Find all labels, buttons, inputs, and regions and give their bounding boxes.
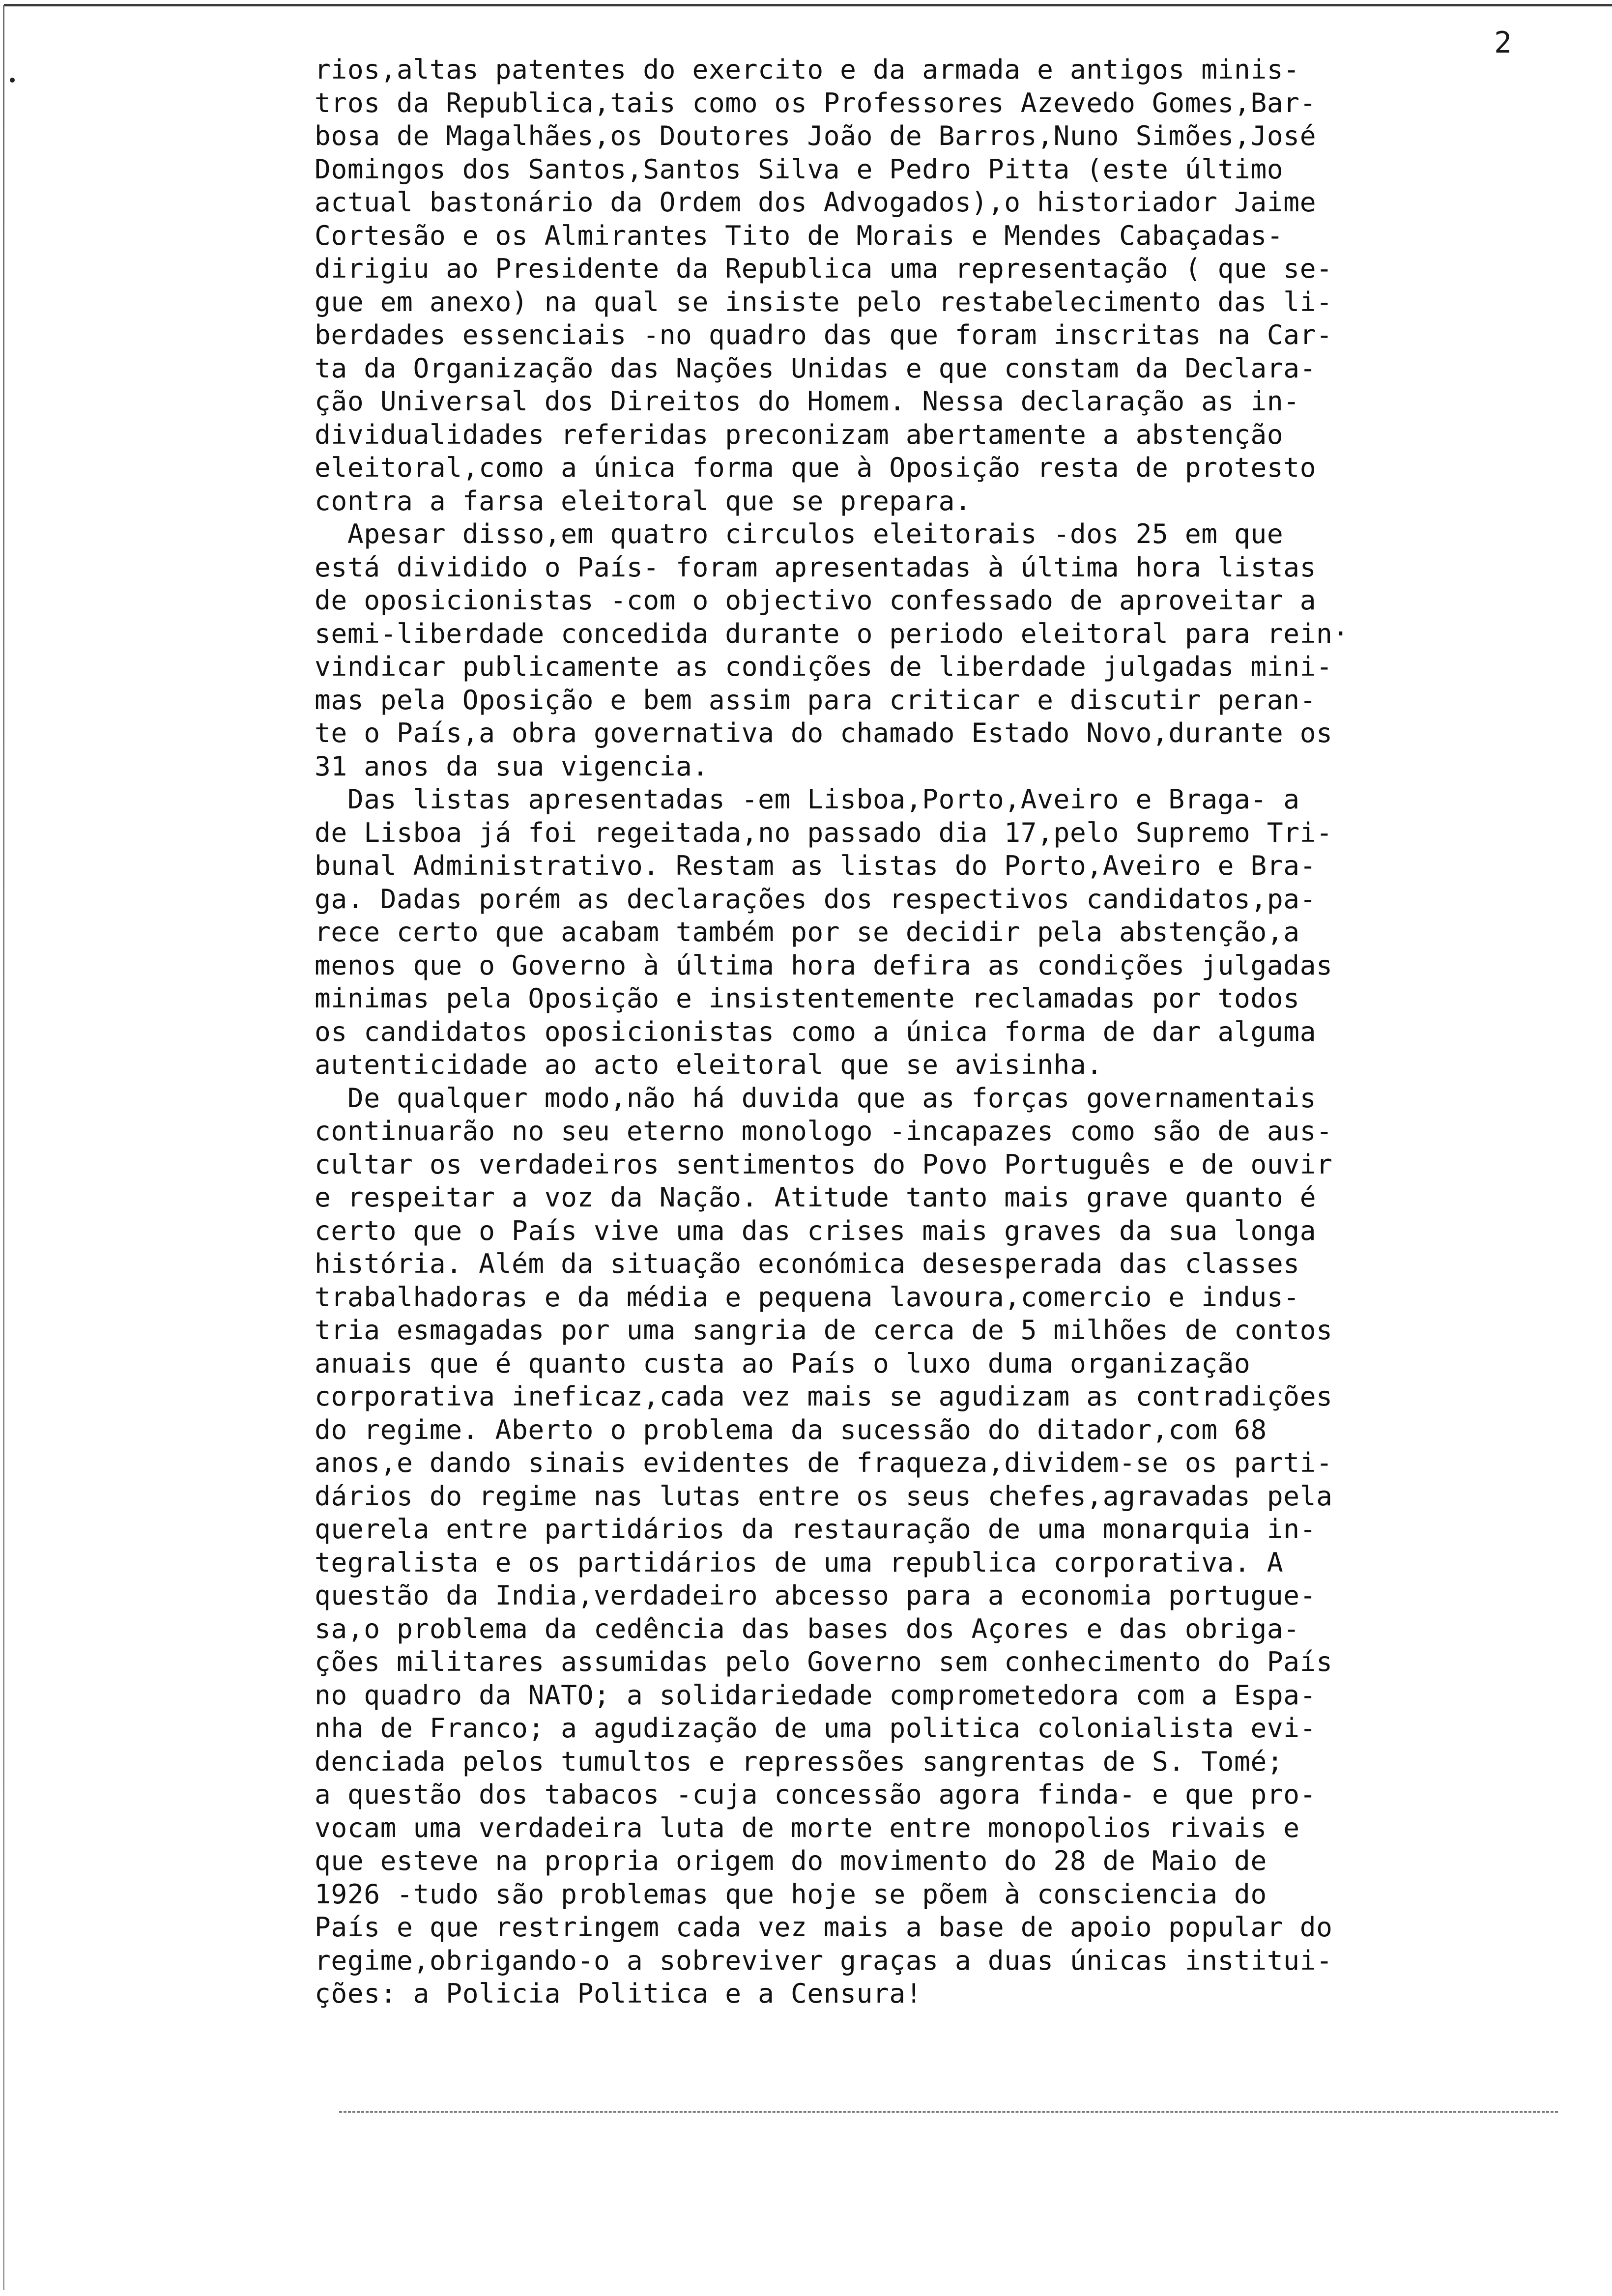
text-line: de Lisboa já foi regeitada,no passado dia 17,pelo Supremo Tri- — [315, 816, 1333, 848]
text-line: De qualquer modo,não há duvida que as forças governamentais — [315, 1082, 1317, 1114]
text-line: continuarão no seu eterno monologo -incapazes como são de aus- — [315, 1115, 1333, 1147]
text-line: te o País,a obra governativa do chamado Estado Novo,durante os — [315, 717, 1333, 748]
text-line: tros da Republica,tais como os Professores Azevedo Gomes,Bar- — [315, 86, 1317, 118]
text-line: 31 anos da sua vigencia. — [315, 750, 709, 782]
text-line: autenticidade ao acto eleitoral que se avisinha. — [315, 1049, 1103, 1080]
body-text — [315, 53, 1602, 2010]
text-line: ção Universal dos Direitos do Homem. Nessa declaração as in- — [315, 385, 1300, 417]
text-line: e respeitar a voz da Nação. Atitude tanto mais grave quanto é — [315, 1181, 1317, 1213]
text-line: rios,altas patentes do exercito e da armada e antigos minis- — [315, 54, 1300, 85]
text-line: menos que o Governo à última hora defira as condições julgadas — [315, 949, 1333, 981]
text-line: actual bastonário da Ordem dos Advogados),o historiador Jaime — [315, 186, 1317, 218]
text-line: anuais que é quanto custa ao País o luxo duma organização — [315, 1347, 1251, 1379]
text-line: ções: a Policia Politica e a Censura! — [315, 1978, 922, 2009]
text-line: bosa de Magalhães,os Doutores João de Barros,Nuno Simões,José — [315, 120, 1317, 151]
text-line: minimas pela Oposição e insistentemente reclamadas por todos — [315, 982, 1300, 1014]
text-line: ga. Dadas porém as declarações dos respectivos candidatos,pa- — [315, 883, 1317, 915]
text-line: de oposicionistas -com o objectivo confessado de aproveitar a — [315, 584, 1317, 616]
text-line: história. Além da situação económica desesperada das classes — [315, 1248, 1300, 1279]
text-line: querela entre partidários da restauração de uma monarquia in- — [315, 1513, 1317, 1545]
text-line: os candidatos oposicionistas como a única forma de dar alguma — [315, 1015, 1317, 1047]
top-border-line — [4, 4, 1612, 6]
text-line: que esteve na propria origem do movimento do 28 de Maio de — [315, 1845, 1267, 1876]
text-line: do regime. Aberto o problema da sucessão do ditador,com 68 — [315, 1413, 1267, 1445]
text-line: Apesar disso,em quatro circulos eleitorais -dos 25 em que — [315, 518, 1284, 549]
margin-mark — [10, 78, 15, 83]
text-line: certo que o País vive uma das crises mais graves da sua longa — [315, 1214, 1317, 1246]
text-line: ta da Organização das Nações Unidas e que constam da Declara- — [315, 352, 1317, 384]
text-line: cultar os verdadeiros sentimentos do Povo Português e de ouvir — [315, 1148, 1333, 1180]
text-line: dirigiu ao Presidente da Republica uma representação ( que se- — [315, 253, 1333, 284]
text-line: a questão dos tabacos -cuja concessão agora finda- e que pro- — [315, 1779, 1317, 1810]
text-line: sa,o problema da cedência das bases dos Açores e das obriga- — [315, 1612, 1300, 1644]
text-line: ções militares assumidas pelo Governo sem conhecimento do País — [315, 1646, 1333, 1677]
text-line: questão da India,verdadeiro abcesso para a economia portugue- — [315, 1579, 1317, 1611]
text-line: berdades essenciais -no quadro das que foram inscritas na Car- — [315, 319, 1333, 350]
text-line: gue em anexo) na qual se insiste pelo restabelecimento das li- — [315, 286, 1333, 317]
text-line: está dividido o País- foram apresentadas à última hora listas — [315, 551, 1317, 583]
text-line: eleitoral,como a única forma que à Oposição resta de protesto — [315, 452, 1317, 483]
text-line: rece certo que acabam também por se decidir pela abstenção,a — [315, 916, 1300, 947]
text-line: tria esmagadas por uma sangria de cerca de 5 milhões de contos — [315, 1314, 1333, 1346]
left-page-edge — [3, 5, 4, 2290]
text-line: contra a farsa eleitoral que se prepara. — [315, 485, 972, 517]
text-line: trabalhadoras e da média e pequena lavoura,comercio e indus- — [315, 1281, 1300, 1313]
text-line: denciada pelos tumultos e repressões sangrentas de S. Tomé; — [315, 1745, 1284, 1777]
text-line: tegralista e os partidários de uma republica corporativa. A — [315, 1546, 1284, 1578]
text-line: Domingos dos Santos,Santos Silva e Pedro Pitta (este último — [315, 153, 1284, 185]
text-line: corporativa ineficaz,cada vez mais se agudizam as contradições — [315, 1380, 1333, 1412]
text-line: regime,obrigando-o a sobreviver graças a duas únicas institui- — [315, 1944, 1333, 1976]
text-line: dividualidades referidas preconizam abertamente a abstenção — [315, 418, 1284, 450]
text-line: no quadro da NATO; a solidariedade comprometedora com a Espa- — [315, 1679, 1317, 1711]
text-line: mas pela Oposição e bem assim para criticar e discutir peran- — [315, 684, 1317, 716]
bottom-rule-line — [339, 2111, 1558, 2113]
text-line: bunal Administrativo. Restam as listas do Porto,Aveiro e Bra- — [315, 850, 1317, 881]
text-line: anos,e dando sinais evidentes de fraqueza,dividem-se os parti- — [315, 1447, 1333, 1478]
text-line: dários do regime nas lutas entre os seus chefes,agravadas pela — [315, 1480, 1333, 1512]
text-line: País e que restringem cada vez mais a base de apoio popular do — [315, 1911, 1333, 1943]
text-line: 1926 -tudo são problemas que hoje se põem à consciencia do — [315, 1878, 1267, 1910]
text-line: vindicar publicamente as condições de liberdade julgadas mini- — [315, 651, 1333, 682]
text-line: vocam uma verdadeira luta de morte entre monopolios rivais e — [315, 1811, 1300, 1843]
text-line: semi-liberdade concedida durante o periodo eleitoral para rein· — [315, 617, 1349, 649]
page-number: 2 — [1494, 26, 1512, 60]
text-line: nha de Franco; a agudização de uma politica colonialista evi- — [315, 1712, 1317, 1744]
text-line: Cortesão e os Almirantes Tito de Morais e Mendes Cabaçadas- — [315, 219, 1284, 251]
text-line: Das listas apresentadas -em Lisboa,Porto,Aveiro e Braga- a — [315, 783, 1300, 815]
